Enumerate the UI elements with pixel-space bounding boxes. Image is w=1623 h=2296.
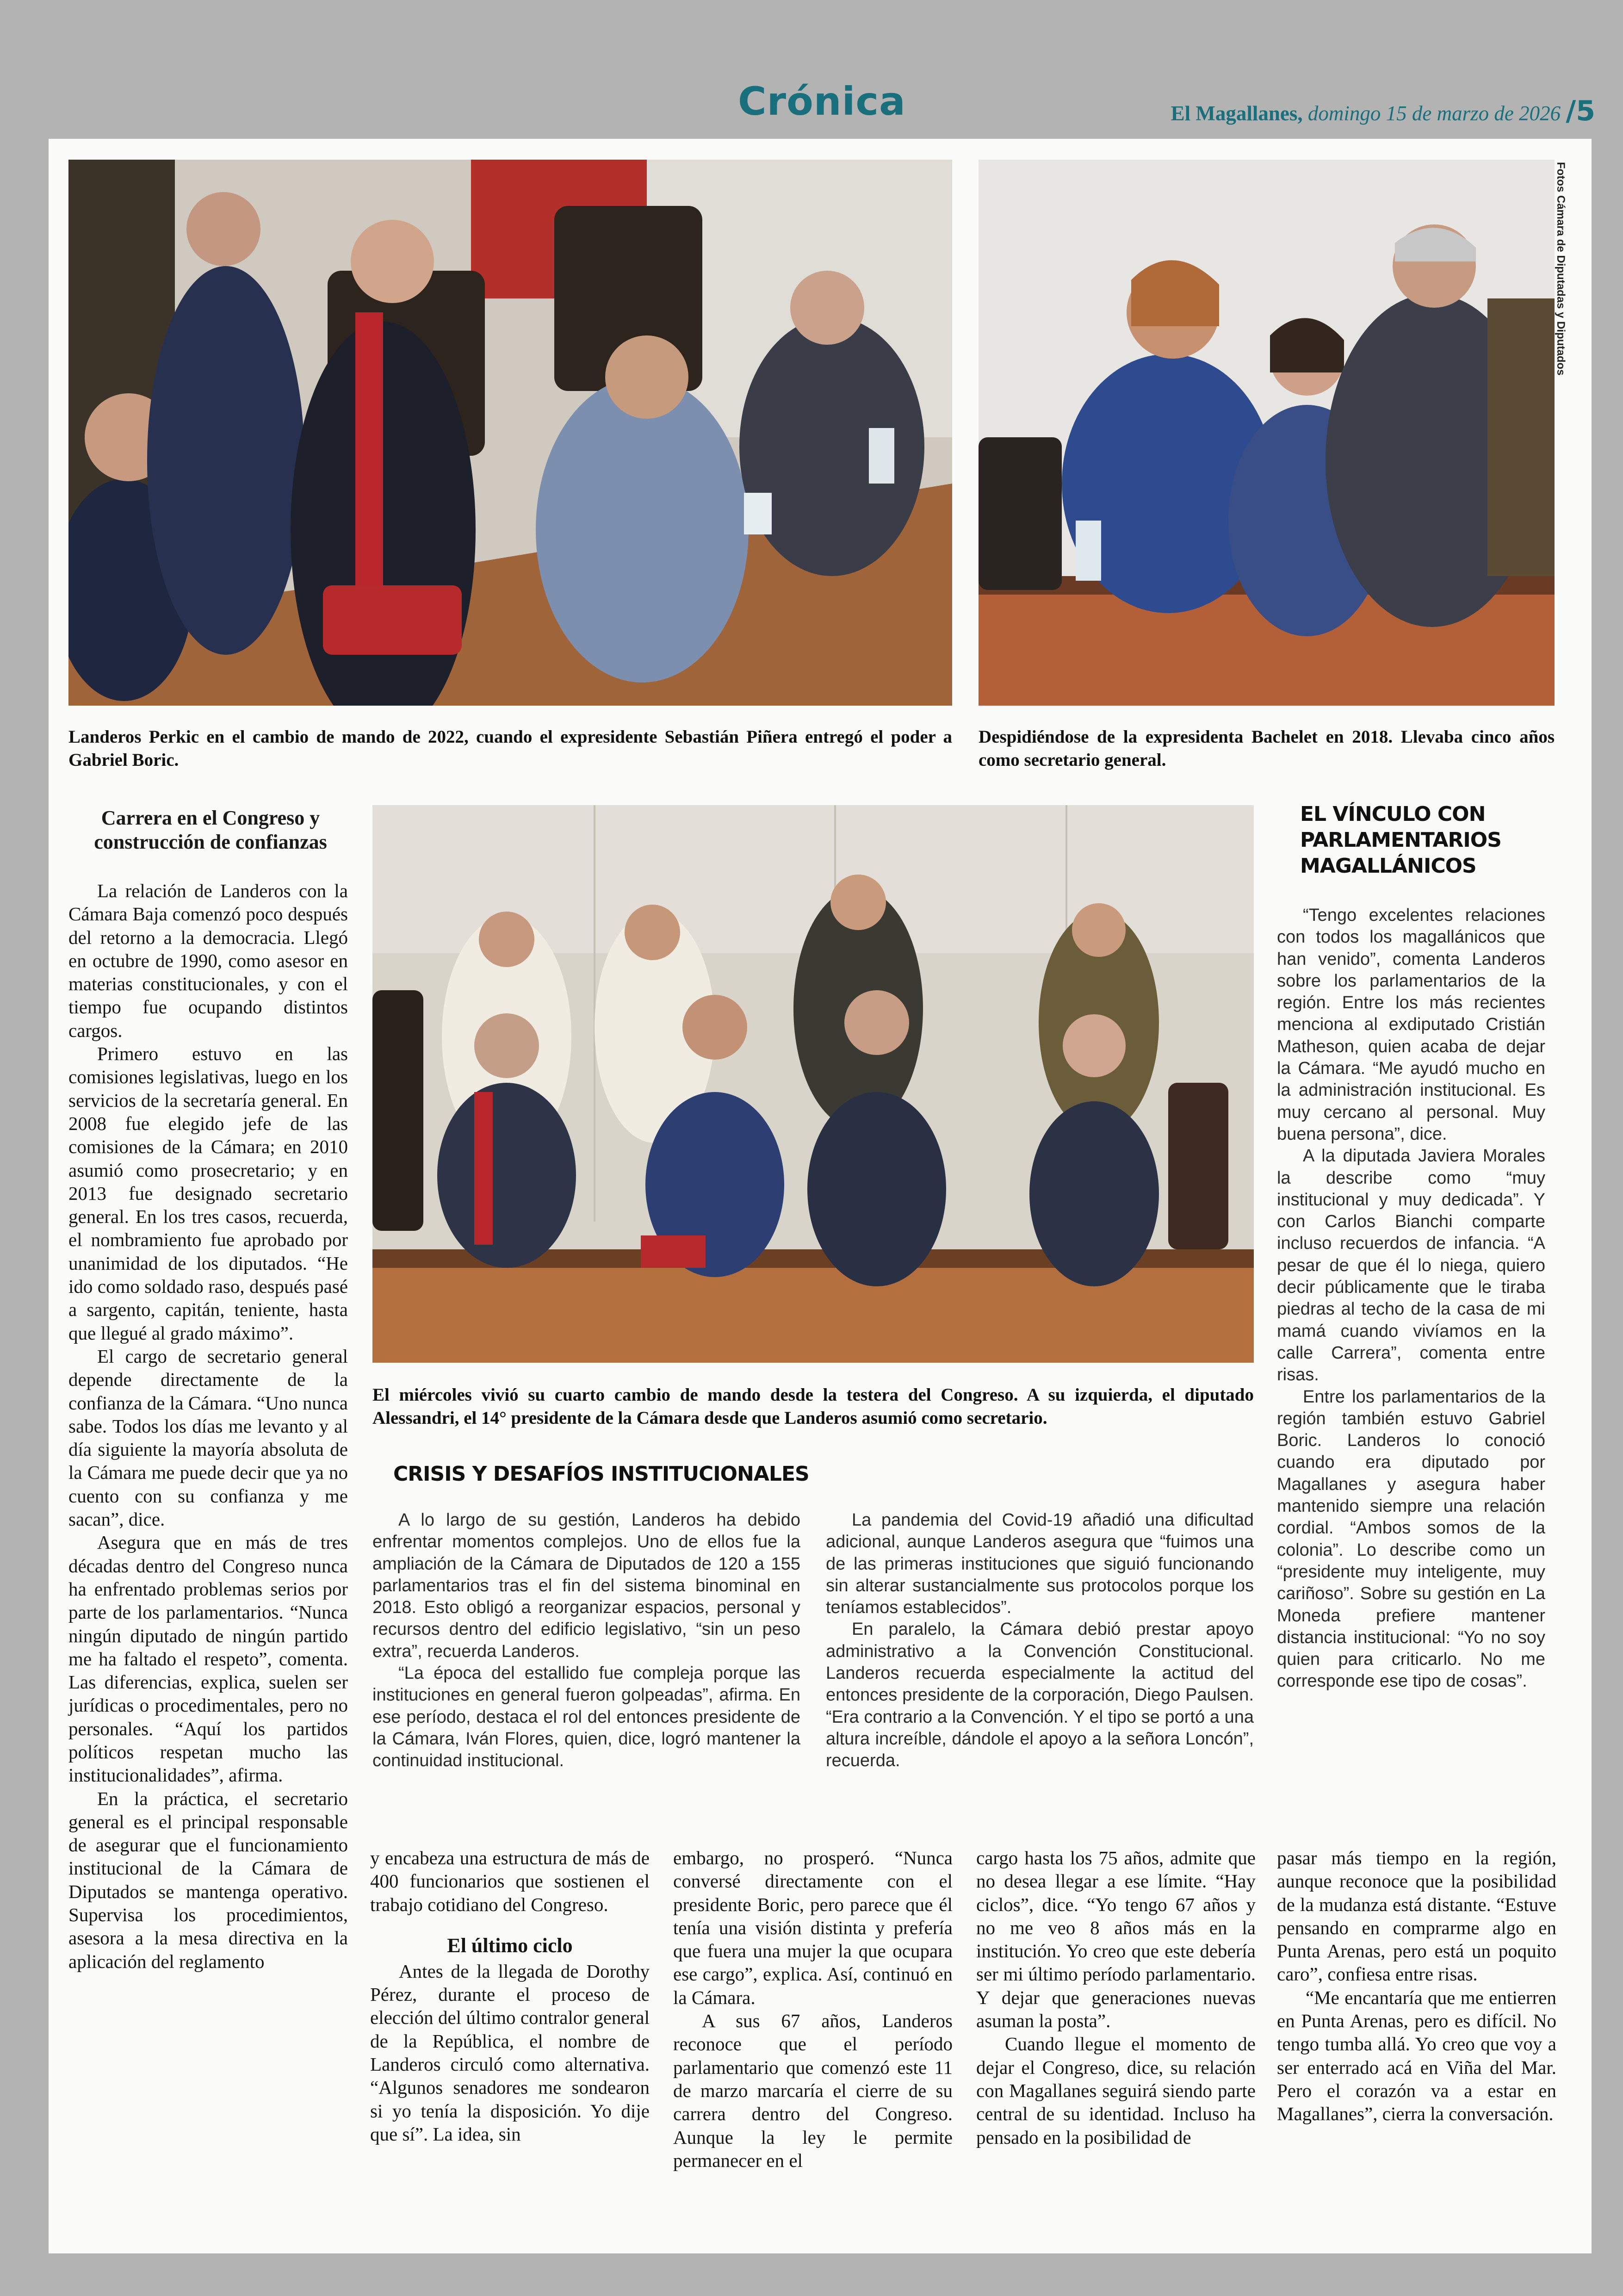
caption-photo-2: Despidiéndose de la expresidenta Bachelet en 2018. Llevaba cinco años como secretario general. (979, 727, 1555, 770)
crisis-paragraph: La pandemia del Covid-19 añadió una dificultad adicional, aunque Landeros asegura que “fuimos una de las primeras instituciones que siguió funcionando sin alterar sustancialmente sus protocolos porque los teníamos establecidos”. (826, 1510, 1254, 1618)
bottom-paragraph: Cuando llegue el momento de dejar el Congreso, dice, su relación con Magallanes seguirá siendo parte central de su identidad. Incluso ha pensado en la posibilidad de (976, 2033, 1256, 2148)
bottom-paragraph: “Me encantaría que me entierren en Punta Arenas, pero es difícil. No tengo tumba allá. Yo creo que voy a ser enterrado acá en Viña del Mar. Pero el corazón va a estar en Magallanes”, cierra la conversación. (1277, 1986, 1556, 2125)
heading-crisis: CRISIS Y DESAFÍOS INSTITUCIONALES (393, 1462, 809, 1486)
left-paragraph: Asegura que en más de tres décadas dentro del Congreso nunca ha enfrentado problemas serios por parte de los parlamentarios. “Nunca ningún diputado de ningún partido me ha faltado el respeto”, comenta. Las diferencias, explica, suelen ser jurídicas o procedimentales, pero no personales. “Aquí los partidos políticos respetan mucho las institucionalidades”, afirma. (68, 1532, 348, 1786)
bottom-paragraph: embargo, no prosperó. “Nunca conversé directamente con el presidente Boric, pero parece que él tenía una visión distinta y prefería que fuera una mujer la que ocupara ese cargo”, explica. Así, continuó en la Cámara. (673, 1847, 953, 2008)
caption-photo-3: El miércoles vivió su cuarto cambio de mando desde la testera del Congreso. A su izquierda, el diputado Alessandri, el 14° presidente de la Cámara desde que Landeros asumió como secretario. (372, 1385, 1254, 1428)
crisis-paragraph: En paralelo, la Cámara debió prestar apoyo administrativo a la Convención Constitucional. Landeros recuerda especialmente la actitud del entonces presidente de la corporación, Diego Paulsen. “Era contrario a la Convención. Y el tipo se portó a una altura increíble, dándole el apoyo a la señora Loncón”, recuerda. (826, 1620, 1254, 1771)
caption-photo-1: Landeros Perkic en el cambio de mando de 2022, cuando el expresidente Sebastián Piñera entregó el poder a Gabriel Boric. (68, 727, 952, 770)
heading-vinculo: EL VÍNCULO CON PARLAMENTARIOS MAGALLÁNICOS (1300, 802, 1501, 878)
left-paragraph: El cargo de secretario general depende directamente de la confianza de la Cámara. “Uno nunca sabe. Todos los días me levanto y al día siguiente la mayoría absoluta de la Cámara me puede decir que ya no cuento con su confianza y me sacan”, dice. (68, 1345, 348, 1530)
crisis-column-1 (372, 1509, 800, 1772)
publication-name: El Magallanes, (1171, 102, 1303, 125)
bottom-column-3 (673, 1846, 953, 2172)
bottom-paragraph: pasar más tiempo en la región, aunque reconoce que la posibilidad de la mudanza está distante. “Estuve pensando en comprarme algo en Punta Arenas, pero está un poquito caro”, confiesa entre risas. (1277, 1847, 1556, 1985)
right-column (1277, 905, 1545, 1693)
crisis-column-2 (826, 1509, 1254, 1772)
bottom-column-4 (976, 1846, 1256, 2149)
publication-date: domingo 15 de marzo de 2026 (1307, 102, 1561, 125)
bottom-paragraph: A sus 67 años, Landeros reconoce que el período parlamentario que comenzó este 11 de marzo marcaría el cierre de su carrera dentro del Congreso. Aunque la ley le permite permanecer en el (673, 2010, 953, 2171)
left-column (68, 879, 348, 1973)
left-paragraph: La relación de Landeros con la Cámara Baja comenzó poco después del retorno a la democracia. Llegó en octubre de 1990, como asesor en materias constitucionales, y con el tiempo fue ocupando distintos cargos. (68, 880, 348, 1041)
left-paragraph: Primero estuvo en las comisiones legislativas, luego en los servicios de la secretaría general. En 2008 fue elegido jefe de las comisiones de la Cámara; en 2010 asumió como prosecretario; y en 2013 fue designado secretario general. En los tres casos, recuerda, el nombramiento fue aprobado por unanimidad de los diputados. “He ido como soldado raso, después pasé a sargento, capitán, teniente, hasta que llegué al grado máximo”. (68, 1043, 348, 1344)
bottom-column-5 (1277, 1846, 1556, 2126)
page-number: 5 (1576, 95, 1595, 127)
crisis-paragraph: “La época del estallido fue compleja porque las instituciones en general fueron golpeadas”, afirma. En ese período, destaca el rol del entonces presidente de la Cámara, Iván Flores, quien, dice, logró mantener la continuidad institucional. (372, 1663, 800, 1771)
photo-bachelet-farewell (979, 160, 1555, 706)
right-paragraph: Entre los parlamentarios de la región también estuvo Gabriel Boric. Landeros lo conoció cuando era diputado por Magallanes y asegura haber mantenido siempre una relación cordial. “Ambos somos de la colonia”. Lo describe como un “presidente muy inteligente, muy cariñoso”. Sobre su gestión en La Moneda prefiere mantener distancia institucional: “Yo no soy quien para criticarlo. No me corresponde ese tipo de cosas”. (1277, 1387, 1545, 1691)
right-paragraph: “Tengo excelentes relaciones con todos los magallánicos que han venido”, comenta Landeros sobre los parlamentarios de la región. Entre los más recientes menciona al exdiputado Cristián Matheson, quien acaba de dejar la Cámara. “Me ayudó mucho en la administración institucional. Es muy cercano al personal. Muy buena persona”, dice. (1277, 906, 1545, 1144)
photo-piñera-boric (68, 160, 952, 706)
bottom-paragraph: y encabeza una estructura de más de 400 funcionarios que sostienen el trabajo cotidiano del Congreso. (370, 1847, 650, 1915)
subhead-carrera: Carrera en el Congreso y construcción de confianzas (94, 807, 327, 853)
section-title: Crónica (738, 79, 906, 124)
bottom-paragraph: cargo hasta los 75 años, admite que no desea llegar a ese límite. “Hay ciclos”, dice. “Yo tengo 67 años y no me veo 8 años más en la institución. Yo creo que este debería ser mi último período parlamentario. Y dejar que generaciones nuevas asuman la posta”. (976, 1847, 1256, 2032)
bottom-paragraph: Antes de la llegada de Dorothy Pérez, durante el proceso de elección del último contralor general de la República, el nombre de Landeros circuló como alternativa. “Algunos senadores me sondearon si yo tenía la disposición. Yo dije que sí”. La idea, sin (370, 1960, 650, 2145)
left-paragraph: En la práctica, el secretario general es el principal responsable de asegurar que el funcionamiento institucional de la Cámara de Diputados se mantenga operativo. Supervisa los procedimientos, asesora a la mesa directiva en la aplicación del reglamento (68, 1787, 348, 1972)
crisis-paragraph: A lo largo de su gestión, Landeros ha debido enfrentar momentos complejos. Uno de ellos fue la ampliación de la Cámara de Diputados de 120 a 155 parlamentarios tras el fin del sistema binominal en 2018. Esto obligó a reorganizar espacios, personal y recursos dentro del edificio legislativo, “sin un peso extra”, recuerda Landeros. (372, 1510, 800, 1661)
photo-cambio-de-mando (372, 805, 1254, 1363)
subhead-ultimo-ciclo: El último ciclo (447, 1934, 573, 1957)
page-header-info (1171, 95, 1595, 127)
page-separator: / (1566, 95, 1576, 127)
bottom-column-2 (370, 1846, 650, 2146)
right-paragraph: A la diputada Javiera Morales la describe como “muy institucional y muy dedicada”. Y con Carlos Bianchi comparte incluso recuerdos de infancia. “A pesar de que él lo niega, quiero decir públicamente que le tiraba piedras al techo de la casa de mi mamá cuando vivíamos en la calle Carrera”, comenta entre risas. (1277, 1146, 1545, 1385)
photo-credit: Fotos Cámara de Diputadas y Diputados (1555, 162, 1567, 376)
